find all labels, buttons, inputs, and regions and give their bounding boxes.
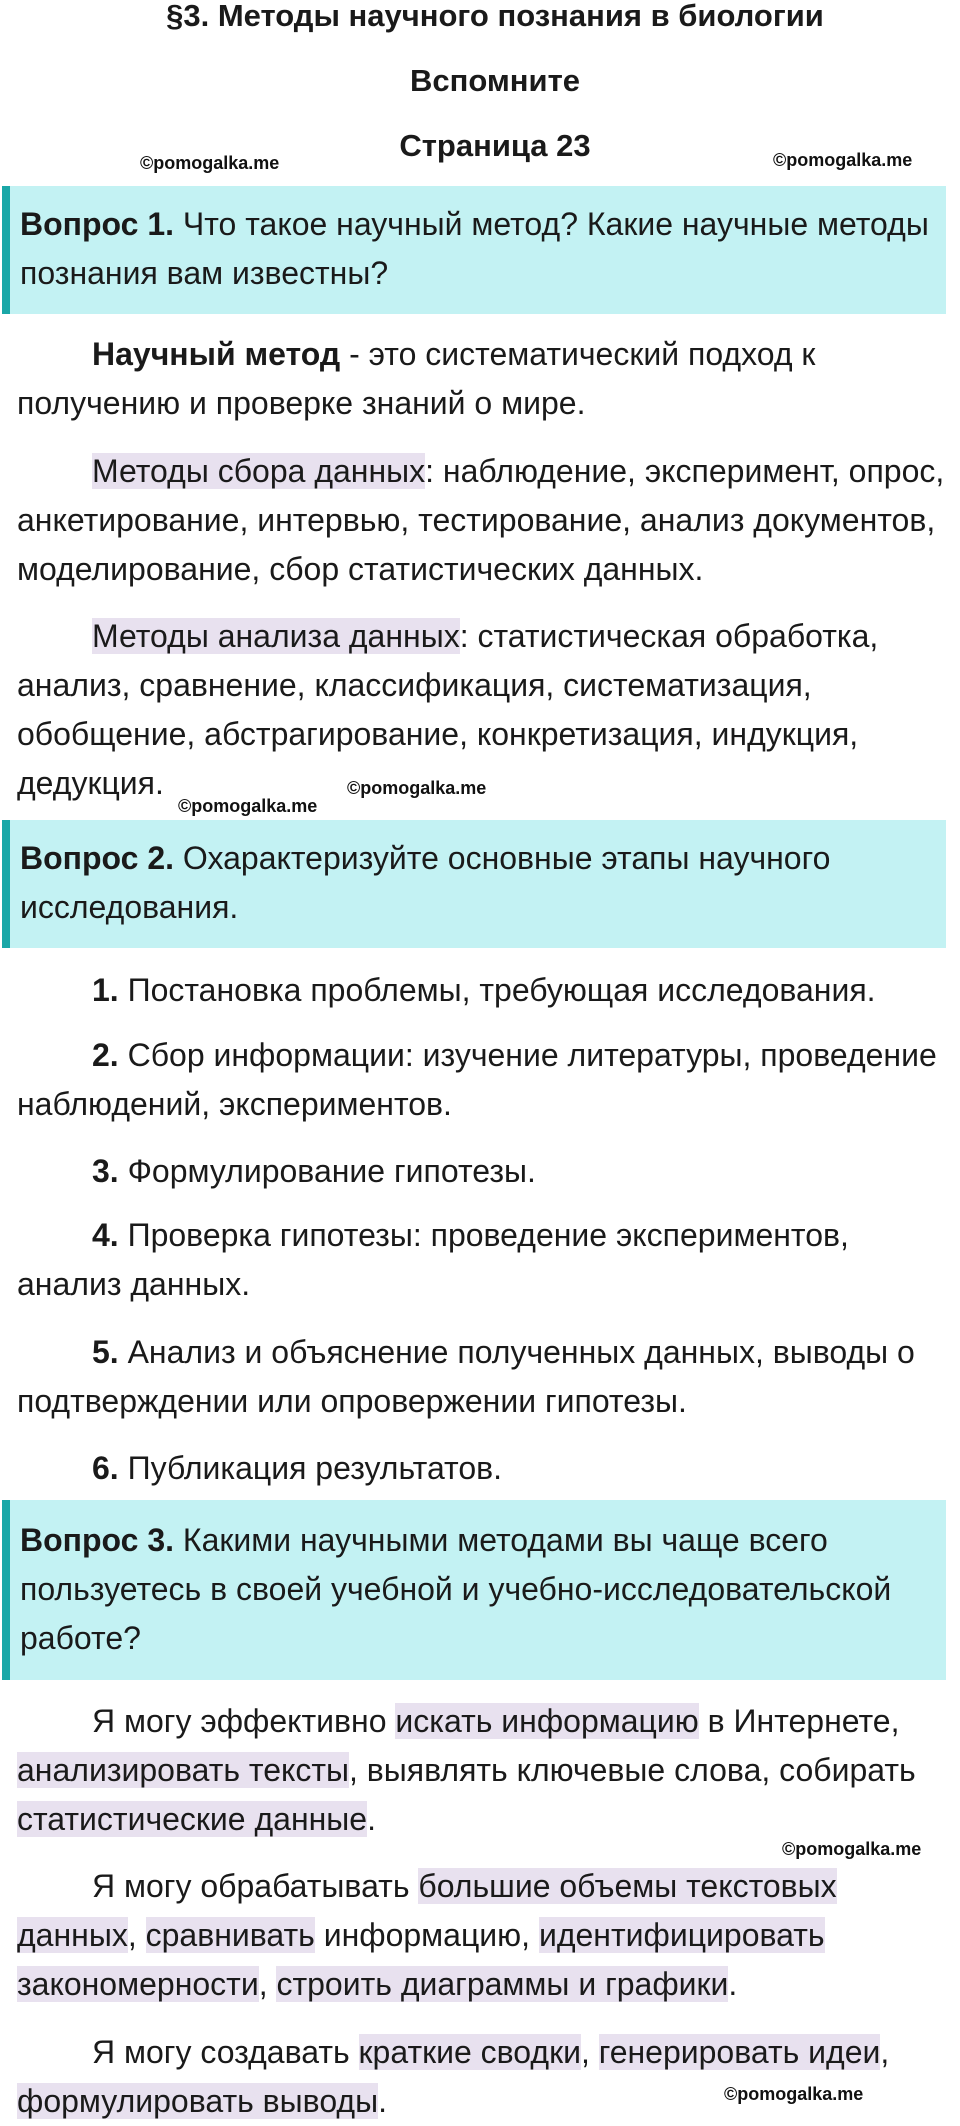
answer-paragraph: Я могу эффективно искать информацию в Интернете, анализировать тексты, выявлять ключевые слова, собирать статистические данные. <box>17 1703 916 1837</box>
section-title: §3. Методы научного познания в биологии <box>166 0 824 33</box>
highlighted-phrase: сравнивать <box>145 1917 315 1953</box>
answer-paragraph <box>17 330 947 428</box>
answer-paragraph: Я могу обрабатывать большие объемы текстовых данных, сравнивать информацию, идентифицировать закономерности, строить диаграммы и графики. <box>17 1868 837 2002</box>
step-text: Проверка гипотезы: проведение экспериментов, анализ данных. <box>17 1217 849 1302</box>
step-number: 6. <box>92 1450 119 1486</box>
step-number: 1. <box>92 972 119 1008</box>
answer-paragraph: Я могу создавать краткие сводки, генерировать идеи, формулировать выводы. <box>17 2034 890 2119</box>
highlighted-phrase: формулировать выводы <box>17 2083 379 2119</box>
question-2-box <box>2 820 946 948</box>
highlighted-phrase: строить диаграммы и графики <box>276 1966 729 2002</box>
watermark: ©pomogalka.me <box>140 153 280 173</box>
term: Научный метод <box>92 336 341 372</box>
highlighted-phrase: статистические данные <box>17 1801 368 1837</box>
question-3-box <box>2 1500 946 1680</box>
question-1-box <box>2 186 946 314</box>
highlighted-phrase: анализировать тексты <box>17 1752 350 1788</box>
step-text: Формулирование гипотезы. <box>118 1153 536 1189</box>
step-number: 3. <box>92 1153 119 1189</box>
highlighted-term: Методы сбора данных <box>92 453 426 489</box>
question-label: Вопрос 1. <box>20 206 175 242</box>
step <box>17 1031 947 1129</box>
step-number: 5. <box>92 1334 119 1370</box>
step-text: Сбор информации: изучение литературы, проведение наблюдений, экспериментов. <box>17 1037 937 1122</box>
answer-paragraph <box>17 447 947 594</box>
question-text: Какими научными методами вы чаще всего пользуетесь в своей учебной и учебно-исследовательской работе? <box>20 1522 892 1656</box>
highlighted-phrase: краткие сводки <box>358 2034 581 2070</box>
step-number: 2. <box>92 1037 119 1073</box>
highlighted-phrase: искать информацию <box>395 1703 699 1739</box>
step <box>17 1147 947 1196</box>
text: : наблюдение, эксперимент, опрос, анкетирование, интервью, тестирование, анализ документов, моделирование, сбор статистических данных. <box>17 453 945 587</box>
step-number: 4. <box>92 1217 119 1253</box>
watermark: ©pomogalka.me <box>178 796 318 816</box>
text: - это систематический подход к получению и проверке знаний о мире. <box>17 336 816 421</box>
step <box>17 1444 947 1493</box>
step-text: Анализ и объяснение полученных данных, выводы о подтверждении или опровержении гипотезы. <box>17 1334 915 1419</box>
text: : статистическая обработка, анализ, сравнение, классификация, систематизация, обобщение, абстрагирование, конкретизация, индукция, дедукция. <box>17 618 879 801</box>
question-text: Что такое научный метод? Какие научные методы познания вам известны? <box>20 206 929 291</box>
watermark: ©pomogalka.me <box>773 150 913 170</box>
step <box>17 1328 947 1426</box>
step <box>17 1211 947 1309</box>
watermark: ©pomogalka.me <box>347 778 487 798</box>
step-text: Публикация результатов. <box>118 1450 503 1486</box>
question-label: Вопрос 3. <box>20 1522 175 1558</box>
question-text: Охарактеризуйте основные этапы научного исследования. <box>20 840 831 925</box>
watermark: ©pomogalka.me <box>724 2084 864 2104</box>
watermark: ©pomogalka.me <box>782 1839 922 1859</box>
subtitle: Вспомните <box>409 63 580 98</box>
highlighted-phrase: идентифицировать закономерности <box>17 1917 825 2002</box>
step-text: Постановка проблемы, требующая исследования. <box>118 972 876 1008</box>
highlighted-phrase: генерировать идеи <box>598 2034 881 2070</box>
step <box>17 966 947 1015</box>
highlighted-term: Методы анализа данных <box>92 618 460 654</box>
question-label: Вопрос 2. <box>20 840 175 876</box>
highlighted-phrase: большие объемы текстовых данных <box>17 1868 837 1953</box>
page-number: Страница 23 <box>399 128 591 163</box>
